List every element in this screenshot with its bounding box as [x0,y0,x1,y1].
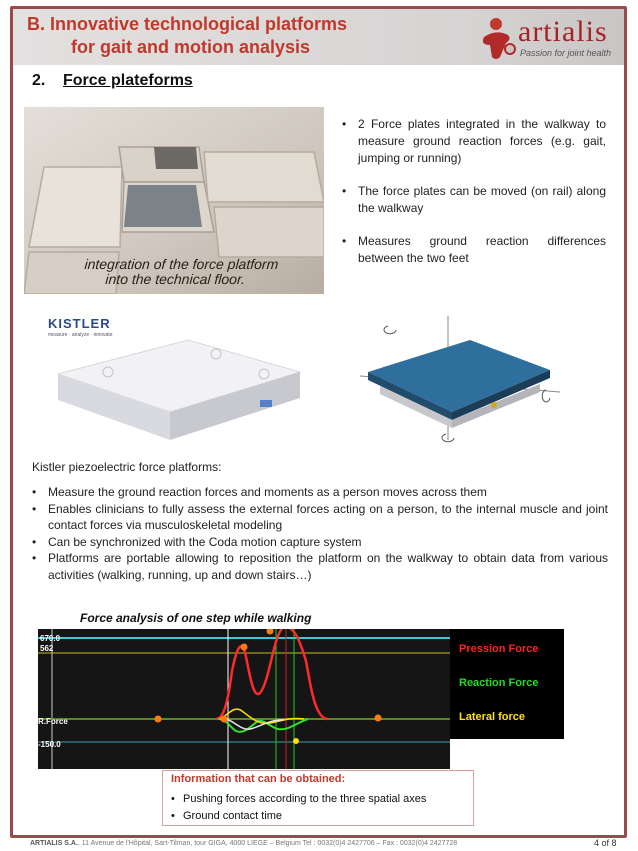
force-plate-bullets [340,116,606,283]
list-item: • 2 Force plates integrated in the walkway to measure ground reaction forces (e.g. gait, jumping or running) [340,116,606,167]
kistler-plate-image [38,312,308,442]
graph-axis-top: 670.0 [40,634,61,643]
list-item: • Measure the ground reaction forces and moments as a person moves across them [32,484,608,501]
footer-company: ARTIALIS S.A. [30,840,78,847]
graph-axis-second: 562 [40,644,54,653]
info-title: Information that can be obtained: [171,773,346,785]
graph-title: Force analysis of one step while walking [80,611,312,625]
page-number: 4 of 8 [594,838,617,848]
legend-item-lateral: Lateral force [459,711,526,723]
header-title [27,13,347,59]
kistler-slogan: measure · analyze · innovate [48,332,113,338]
info-list [171,791,426,825]
legend-item-reaction: Reaction Force [459,677,539,689]
logo-tagline: Passion for joint health [520,48,612,58]
list-item: • Enables clinicians to fully assess the external forces acting on a person, to the internal muscle and joint contact forces via musculoskeletal modeling [32,501,608,534]
floor-photo-caption-line1: integration of the force platform [84,256,279,272]
kistler-intro: Kistler piezoelectric force platforms: [32,460,222,474]
header-title-line1: B. Innovative technological platforms [27,14,348,34]
kistler-bullets [32,484,608,583]
kistler-brand: KISTLER [48,316,111,331]
graph-legend [450,629,564,739]
section-number: 2. [32,72,46,89]
graph-axis-bottom: -150.0 [38,740,61,749]
floor-photo-caption-line2: into the technical floor. [104,271,246,287]
header-banner [13,9,624,65]
list-item: • Can be synchronized with the Coda motion capture system [32,534,608,551]
list-item: • Platforms are portable allowing to reposition the platform on the walkway to obtain data from various activities (walking, running, up and down stairs…) [32,550,608,583]
list-item: • Pushing forces according to the three spatial axes [171,791,426,808]
footer-address: , 11 Avenue de l'Hôpital, Sart-Tilman, tour GIGA, 4000 LIEGE – Belgium Tel : 0032(0)4 2427706 – Fax : 0032(0)4 2427728 [77,840,458,847]
force-plate-3d-drawing [360,316,560,446]
list-item: • Ground contact time [171,808,426,825]
force-plate-3d-diagram [360,316,560,446]
graph-axis-force-label: R.Force [38,717,68,726]
artialis-logo [476,17,614,61]
info-box [162,770,474,826]
header-title-line2: for gait and motion analysis [71,37,311,57]
logo-name: artialis [518,15,608,48]
floor-photo [24,107,324,294]
list-item: • Measures ground reaction differences between the two feet [340,233,606,267]
section-title: Force plateforms [63,72,193,89]
footer [30,840,457,847]
legend-item-pression: Pression Force [459,643,539,655]
logo-figure-icon [476,15,520,61]
floor-photo-caption [83,257,279,287]
list-item: • The force plates can be moved (on rail) along the walkway [340,183,606,217]
